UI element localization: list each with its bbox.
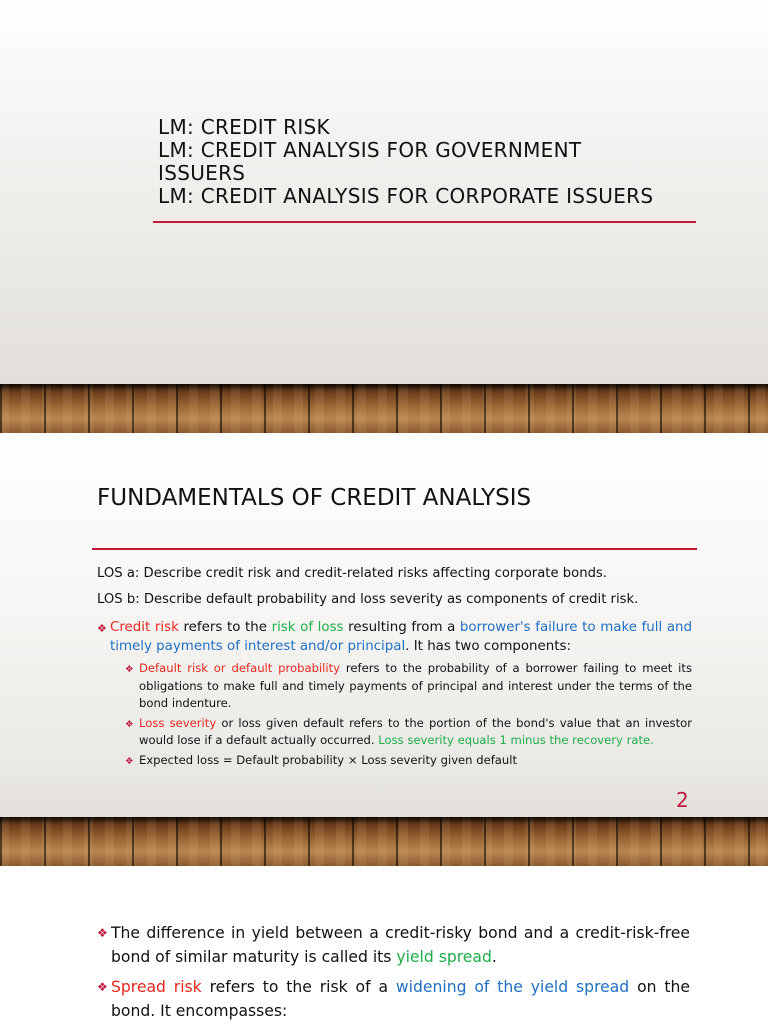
title-slide: [0, 0, 768, 433]
diamond-bullet-icon: ❖: [125, 664, 134, 675]
loss-severity-highlight: Loss severity equals 1 minus the recovery rate.: [378, 733, 654, 747]
diamond-bullet-icon: ❖: [97, 622, 107, 635]
title-line: LM: CREDIT RISK: [158, 115, 330, 139]
diamond-bullet-icon: ❖: [125, 718, 134, 730]
bullet-credit-risk: [97, 618, 692, 656]
wood-floor-band: [0, 384, 768, 433]
bullet-spread-risk: [97, 975, 690, 1023]
sub-bullet-default-risk: [125, 660, 692, 713]
term-risk-of-loss: risk of loss: [271, 620, 344, 635]
los-b: LOS b: Describe default probability and loss severity as components of credit risk.: [97, 592, 639, 607]
text-fragment: or loss given default refers to the portion of the bond's value that an investor would lose if a default actually occurred.: [139, 715, 692, 747]
expected-loss-formula: Expected loss = Default probability × Loss severity given default: [139, 752, 518, 767]
title-divider: [153, 221, 696, 223]
slide-heading: FUNDAMENTALS OF CREDIT ANALYSIS: [97, 485, 532, 511]
term-borrower-failure: borrower's failure to make full and timely payments of interest and/or principal: [110, 620, 693, 654]
los-a: LOS a: Describe credit risk and credit-related risks affecting corporate bonds.: [97, 566, 607, 581]
wood-floor-band: [0, 817, 768, 866]
diamond-bullet-icon: ❖: [97, 980, 108, 994]
slide-body: [97, 566, 692, 771]
content-slide: [0, 433, 768, 866]
text-fragment: refers to the probability of a borrower failing to meet its obligations to make full and timely payments of principal and interest under the terms of the bond indenture.: [139, 661, 692, 710]
term-yield-spread: yield spread: [396, 948, 492, 966]
text-fragment: refers to the risk of a: [201, 978, 396, 996]
bullet-yield-spread: [97, 921, 690, 969]
sub-bullet-expected-loss: [125, 752, 692, 770]
diamond-bullet-icon: ❖: [125, 755, 134, 767]
title-line: ISSUERS: [158, 161, 246, 185]
title-line: LM: CREDIT ANALYSIS FOR CORPORATE ISSUERS: [158, 184, 654, 208]
heading-divider: [92, 548, 697, 550]
diamond-bullet-icon: ❖: [97, 926, 108, 940]
term-credit-risk: Credit risk: [110, 620, 179, 635]
term-loss-severity: Loss severity: [139, 715, 217, 730]
text-fragment: . It has two components:: [405, 639, 572, 654]
term-spread-risk: Spread risk: [111, 978, 202, 996]
text-fragment: refers to the: [178, 620, 272, 635]
page-number: 2: [676, 788, 689, 812]
slide-title: [158, 116, 698, 208]
term-widening-spread: widening of the yield spread: [395, 978, 630, 996]
text-fragment: on the bond. It encompasses:: [111, 978, 690, 1020]
title-line: LM: CREDIT ANALYSIS FOR GOVERNMENT: [158, 138, 582, 162]
slide-body: [97, 921, 690, 1024]
text-fragment: .: [491, 948, 497, 966]
text-fragment: The difference in yield between a credit-risky bond and a credit-risk-free bond of similar maturity is called its: [111, 924, 690, 966]
content-slide-partial: [0, 866, 768, 1024]
term-default-risk: Default risk or default probability: [139, 661, 341, 675]
text-fragment: resulting from a: [343, 620, 460, 635]
sub-bullet-loss-severity: [125, 715, 692, 750]
